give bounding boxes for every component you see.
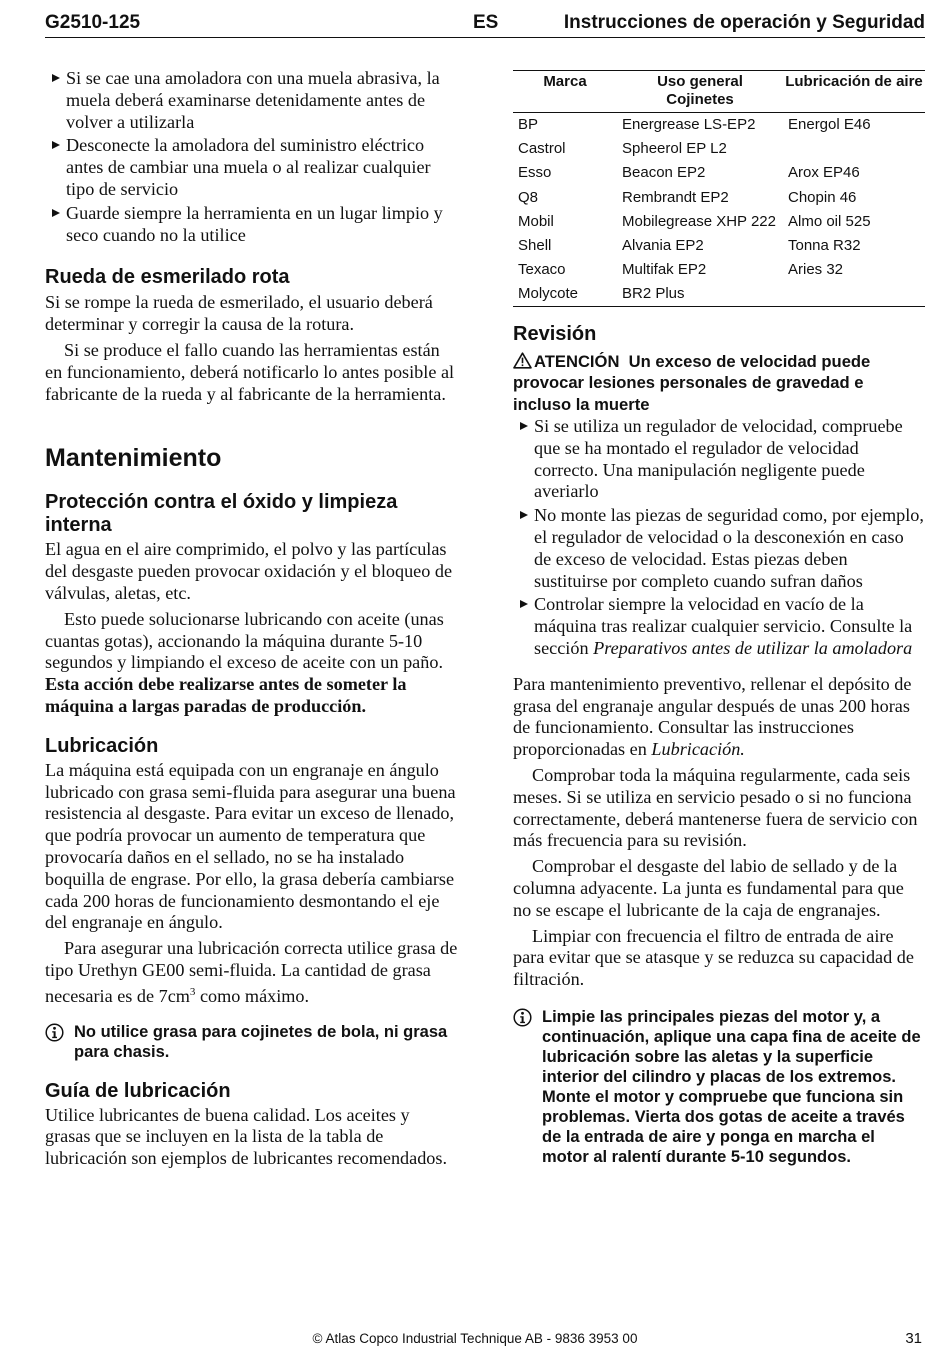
italic-reference: Preparativos antes de utilizar la amoladora — [593, 637, 913, 658]
warning-label: ATENCIÓN — [534, 351, 620, 371]
warning-block — [513, 351, 925, 416]
info-icon — [45, 1023, 64, 1042]
paragraph-text: Para mantenimiento preventivo, rellenar el depósito de grasa del engranaje angular después de unas 200 horas de funcionamiento. Consultar las instrucciones proporcionadas en — [513, 673, 912, 760]
heading-rueda-rota: Rueda de esmerilado rota — [45, 266, 290, 289]
table-cell: Shell — [518, 237, 552, 255]
table-cell: Esso — [518, 164, 552, 182]
paragraph — [513, 674, 925, 761]
table-row — [513, 282, 925, 306]
table-cell: Aries 32 — [788, 261, 844, 279]
heading-mantenimiento: Mantenimiento — [45, 444, 222, 473]
paragraph: Comprobar el desgaste del labio de sellado y de la columna adyacente. La junta es fundamental para que no se escape el lubricante de la caja de engranajes. — [513, 856, 904, 920]
table-cell: BR2 Plus — [617, 282, 783, 306]
superscript: 3 — [189, 985, 196, 998]
paragraph: Utilice lubricantes de buena calidad. Los aceites y grasas que se incluyen en la lista de la tabla de lubricación son ejemplos de lubricantes recomendados. — [45, 1104, 448, 1169]
table-row — [513, 137, 925, 161]
table-cell: Molycote — [513, 282, 617, 306]
heading-guia-lubricacion: Guía de lubricación — [45, 1079, 231, 1102]
italic-reference: Lubricación. — [651, 739, 745, 760]
document-code: G2510-125 — [45, 12, 141, 33]
list-item-text: Controlar siempre la velocidad en vacío de la máquina tras realizar cualquier servicio. Consulte la sección — [534, 594, 913, 658]
table-cell: Texaco — [518, 261, 566, 279]
column-header: Lubricación de aire — [783, 71, 925, 113]
warning-text: Un exceso de velocidad puede provocar lesiones personales de gravedad e incluso la muerte — [513, 351, 871, 414]
paragraph-text: Esto puede solucionarse lubricando con aceite (unas cuantas gotas), accionando la máquina durante 5-10 segundos y limpiando el exceso de aceite con un paño. — [45, 608, 444, 673]
list-item — [513, 594, 925, 659]
table-cell: BP — [518, 116, 539, 134]
table-cell: Energrease LS-EP2 — [622, 116, 756, 134]
info-note — [513, 1007, 925, 1167]
left-column — [45, 68, 459, 1170]
paragraph: Si se produce el fallo cuando las herramientas están en funcionamiento, deberá notificarlo lo antes posible al fabricante de la rueda y al fabricante de la herramienta. — [45, 339, 455, 404]
column-header: Marca — [513, 71, 617, 113]
page-header — [45, 12, 925, 38]
table-cell: Mobil — [518, 212, 554, 230]
paragraph: Si se rompe la rueda de esmerilado, el usuario deberá determinar y corregir la causa de la rotura. — [45, 292, 433, 335]
heading-lubricacion: Lubricación — [45, 734, 159, 757]
info-note — [45, 1022, 459, 1062]
paragraph-text: como máximo. — [195, 985, 310, 1006]
table-cell — [783, 137, 925, 161]
revision-bullet-list — [513, 416, 925, 660]
right-column — [513, 70, 925, 1167]
table-cell: Almo oil 525 — [788, 212, 871, 230]
table-header-row — [513, 71, 925, 113]
table-cell: Beacon EP2 — [622, 164, 706, 182]
paragraph — [45, 938, 459, 1007]
table-cell: Multifak EP2 — [622, 261, 707, 279]
paragraph: Limpiar con frecuencia el filtro de entrada de aire para evitar que se atasque y se reduzca su capacidad de filtración. — [513, 925, 914, 990]
paragraph — [45, 609, 459, 718]
table-cell: Energol E46 — [788, 116, 871, 134]
list-item: No monte las piezas de seguridad como, por ejemplo, el regulador de velocidad o la desconexión en caso de exceso de velocidad. Estas piezas deben sustituirse por completo cuando sufran daños — [513, 505, 925, 592]
table-cell — [783, 282, 925, 306]
table-cell: Spheerol EP L2 — [622, 140, 727, 158]
table-cell: Castrol — [518, 140, 566, 158]
paragraph: El agua en el aire comprimido, el polvo y las partículas del desgaste pueden provocar oxidación y el bloqueo de válvulas, aletas, etc. — [45, 539, 453, 603]
page-number: 31 — [905, 1330, 922, 1347]
table-cell: Tonna R32 — [788, 237, 861, 255]
table-row — [513, 258, 925, 282]
warning-triangle-icon — [513, 352, 532, 369]
footer-copyright: © Atlas Copco Industrial Technique AB - 9836 3953 00 — [312, 1331, 638, 1346]
table-row — [513, 113, 925, 137]
table-cell: Mobilegrease XHP 222 — [622, 212, 776, 230]
safety-bullet-list — [45, 68, 459, 246]
bold-emphasis: Esta acción debe realizarse antes de someter la máquina a largas paradas de producción. — [45, 674, 407, 716]
paragraph-text: Para asegurar una lubricación correcta utilice grasa de tipo Urethyn GE00 semi-fluida. La cantidad de grasa necesaria es de 7cm — [45, 938, 458, 1006]
paragraph: La máquina está equipada con un engranaje en ángulo lubricado con grasa semi-fluida para asegurar una buena resistencia al desgaste. Para evitar un exceso de llenado, que podría provocar un aumento de temperatura que provocaría daños en el sellado, no se ha instalado boquilla de engrase. Por ello, la grasa debería cambiarse cada 200 horas de funcionamiento desmontando el eje del engranaje en ángulo. — [45, 759, 456, 933]
heading-revision: Revisión — [513, 322, 597, 345]
table-cell: Arox EP46 — [788, 164, 860, 182]
table-cell: Q8 — [518, 188, 539, 206]
list-item: Si se utiliza un regulador de velocidad, compruebe que se ha montado el regulador de velocidad correcto. Una manipulación negligente puede averiarlo — [513, 416, 925, 503]
table-row — [513, 161, 925, 185]
document-title: Instrucciones de operación y Seguridad — [563, 12, 925, 33]
info-icon — [513, 1008, 532, 1027]
table-row — [513, 185, 925, 209]
table-cell: Alvania EP2 — [622, 237, 704, 255]
paragraph: Comprobar toda la máquina regularmente, cada seis meses. Si se utiliza en servicio pesado o si no funciona correctamente, deberá mantenerse fuera de servicio con más frecuencia para su revisión. — [513, 764, 918, 851]
table-cell: Rembrandt EP2 — [622, 188, 729, 206]
column-header: Uso general Cojinetes — [617, 71, 783, 113]
heading-proteccion: Protección contra el óxido y limpieza interna — [45, 491, 398, 537]
note-text: Limpie las principales piezas del motor y, a continuación, aplique una capa fina de aceite de lubricación sobre las aletas y la superficie interior del cilindro y placas de los extremos. Monte el motor y compruebe que funciona sin problemas. Vierta dos gotas de aceite a través de la entrada de aire y ponga en marcha el motor al ralentí durante 5-10 segundos. — [542, 1007, 921, 1166]
list-item: Guarde siempre la herramienta en un lugar limpio y seco cuando no la utilice — [45, 203, 459, 247]
table-row — [513, 209, 925, 233]
lubrication-table — [513, 70, 925, 307]
table-row — [513, 233, 925, 257]
note-text: No utilice grasa para cojinetes de bola, ni grasa para chasis. — [74, 1022, 448, 1061]
table-cell: Chopin 46 — [788, 188, 857, 206]
list-item: Si se cae una amoladora con una muela abrasiva, la muela deberá examinarse detenidamente antes de volver a utilizarla — [45, 68, 459, 133]
language-code: ES — [473, 12, 499, 33]
list-item: Desconecte la amoladora del suministro eléctrico antes de cambiar una muela o al realizar cualquier tipo de servicio — [45, 135, 459, 200]
